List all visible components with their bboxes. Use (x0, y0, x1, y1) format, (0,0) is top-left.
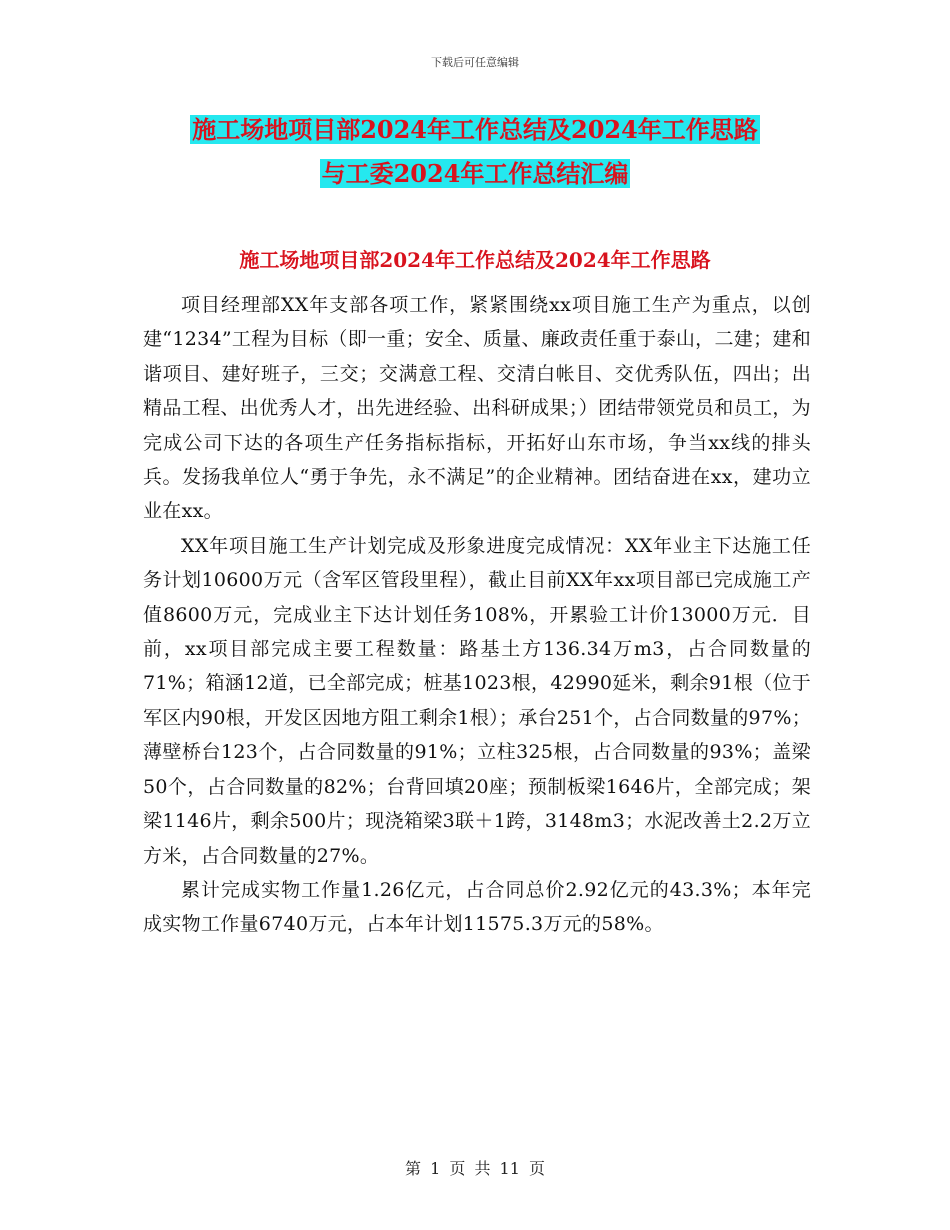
page-footer: 第 1 页 共 11 页 (405, 1159, 545, 1178)
paragraph-2: XX年项目施工生产计划完成及形象进度完成情况：XX年业主下达施工任务计划10600万元（含军区管段里程），截止目前XX年xx项目部已完成施工产值8600万元，完成业主下达计划任务108%，开累验工计价13000万元．目前，xx项目部完成主要工程数量：路基土方136.34万m3，占合同数量的71%；箱涵12道，已全部完成；桩基1023根，42990延米，剩余91根（位于军区内90根，开发区因地方阻工剩余1根）；承台251个，占合同数量的97%；薄壁桥台123个，占合同数量的91%；立柱325根，占合同数量的93%；盖梁50个，占合同数量的82%；台背回填20座；预制板梁1646片，全部完成；架梁1146片，剩余500片；现浇箱梁3联＋1跨，3148m3；水泥改善土2.2万立方米，占合同数量的27%。 (143, 534, 811, 867)
paragraph-1: 项目经理部XX年支部各项工作，紧紧围绕xx项目施工生产为重点，以创建“1234”工程为目标（即一重；安全、质量、廉政责任重于泰山，二建；建和谐项目、建好班子，三交；交满意工程、交清白帐目、交优秀队伍，四出；出精品工程、出优秀人才，出先进经验、出科研成果；）团结带领党员和员工，为完成公司下达的各项生产任务指标指标，开拓好山东市场，争当xx线的排头兵。发扬我单位人“勇于争先，永不满足”的企业精神。团结奋进在xx，建功立业在xx。 (143, 294, 811, 523)
header-note: 下载后可任意编辑 (431, 56, 519, 69)
paragraph-3: 累计完成实物工作量1.26亿元，占合同总价2.92亿元的43.3%；本年完成实物工作量6740万元，占本年计划11575.3万元的58%。 (143, 878, 811, 936)
title-line-2-text: 与工委2024年工作总结汇编 (321, 159, 629, 188)
section-title: 施工场地项目部2024年工作总结及2024年工作思路 (239, 248, 711, 272)
document-title-line-1 (0, 108, 950, 152)
document-body (143, 288, 811, 942)
title-line-1-text: 施工场地项目部2024年工作总结及2024年工作思路 (192, 115, 758, 144)
document-title-line-2 (0, 152, 950, 196)
